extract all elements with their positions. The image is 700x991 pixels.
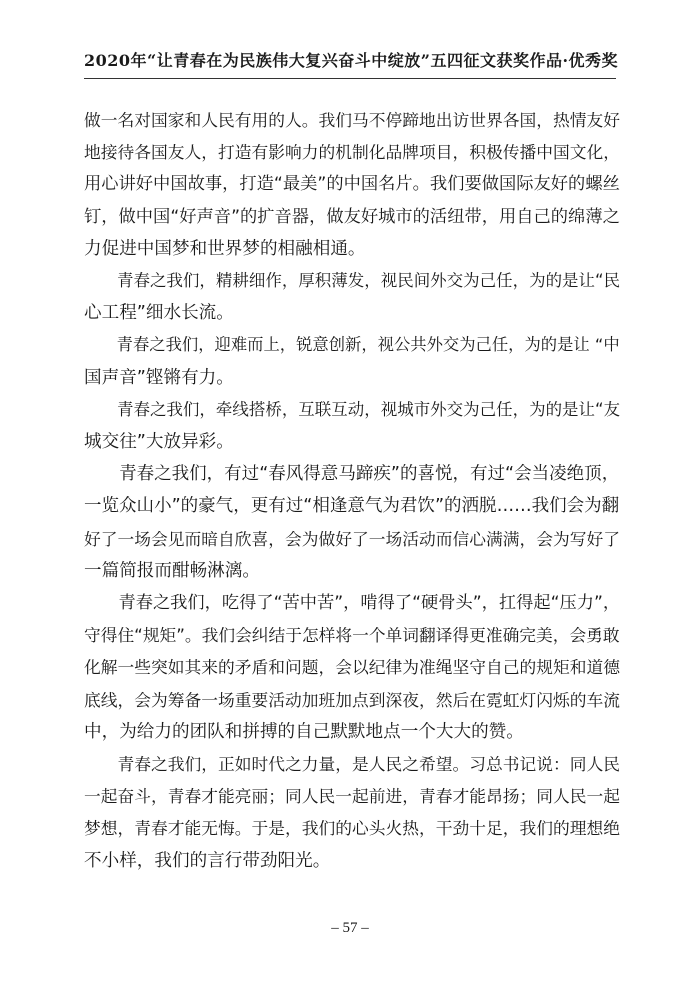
paragraph-6	[84, 587, 620, 748]
paragraph-4	[84, 394, 620, 458]
text-line: 守得住“规矩”。我们会纠结于怎样将一个单词翻译得更准确完美，会勇敢	[84, 625, 620, 646]
text-line: 一篇简报而酣畅淋漓。	[84, 560, 260, 581]
running-header: 2020年“让青春在为民族伟大复兴奋斗中绽放”五四征文获奖作品·优秀奖	[84, 51, 619, 70]
text-line: 做一名对国家和人民有用的人。我们马不停蹄地出访世界各国，热情友好	[84, 110, 621, 130]
text-line: 国声音”铿锵有力。	[84, 367, 234, 388]
text-line: 不小样，我们的言行带劲阳光。	[84, 850, 331, 871]
paragraph-7	[84, 748, 620, 877]
text-line: 一览众山小”的豪气，更有过“相逢意气为君饮”的洒脱……我们会为翻	[84, 496, 620, 517]
text-line: 力促进中国梦和世界梦的相融相通。	[84, 238, 366, 259]
text-line: 城交往”大放异彩。	[84, 432, 234, 453]
text-line: 底线，会为筹备一场重要活动加班加点到深夜，然后在霓虹灯闪烁的车流	[84, 689, 621, 710]
text-line: 青春之我们，正如时代之力量，是人民之希望。习总书记说：同人民	[117, 754, 621, 775]
text-line: 心工程”细水长流。	[84, 303, 234, 324]
paragraph-3	[84, 329, 620, 393]
text-line: 化解一些突如其来的矛盾和问题，会以纪律为准绳坚守自己的规矩和道德	[84, 657, 621, 678]
text-line: 地接待各国友人，打造有影响力的机制化品牌项目，积极传播中国文化，	[84, 142, 621, 163]
page-number: – 57 –	[331, 920, 369, 936]
text-line: 梦想，青春才能无悔。于是，我们的心头火热，干劲十足，我们的理想绝	[84, 818, 621, 839]
header-rule	[84, 78, 616, 79]
text-line: 用心讲好中国故事，打造“最美”的中国名片。我们要做国际友好的螺丝	[84, 174, 620, 195]
text-line: 青春之我们，牵线搭桥，互联互动，视城市外交为己任，为的是让“友	[116, 399, 621, 419]
text-line: 青春之我们，有过“春风得意马蹄疾”的喜悦，有过“会当凌绝顶，	[119, 464, 620, 485]
paragraph-1	[84, 104, 620, 265]
text-line: 钉，做中国“好声音”的扩音器，做友好城市的活纽带，用自己的绵薄之	[84, 206, 620, 227]
body-text	[84, 104, 620, 877]
text-line: 中，为给力的团队和拼搏的自己默默地点一个大大的赞。	[84, 721, 524, 742]
paragraph-2	[84, 265, 620, 329]
text-line: 青春之我们，精耕细作，厚积薄发，视民间外交为己任，为的是让“民	[116, 271, 621, 291]
paragraph-5	[84, 458, 620, 587]
text-line: 好了一场会见而暗自欣喜，会为做好了一场活动而信心满满，会为写好了	[84, 528, 621, 549]
text-line: 青春之我们，吃得了“苦中苦”，啃得了“硬骨头”，扛得起“压力”，	[118, 593, 621, 614]
text-line: 一起奋斗，青春才能亮丽；同人民一起前进，青春才能昂扬；同人民一起	[84, 786, 621, 807]
text-line: 青春之我们，迎难而上，锐意创新，视公共外交为己任，为的是让 “中	[116, 335, 620, 355]
